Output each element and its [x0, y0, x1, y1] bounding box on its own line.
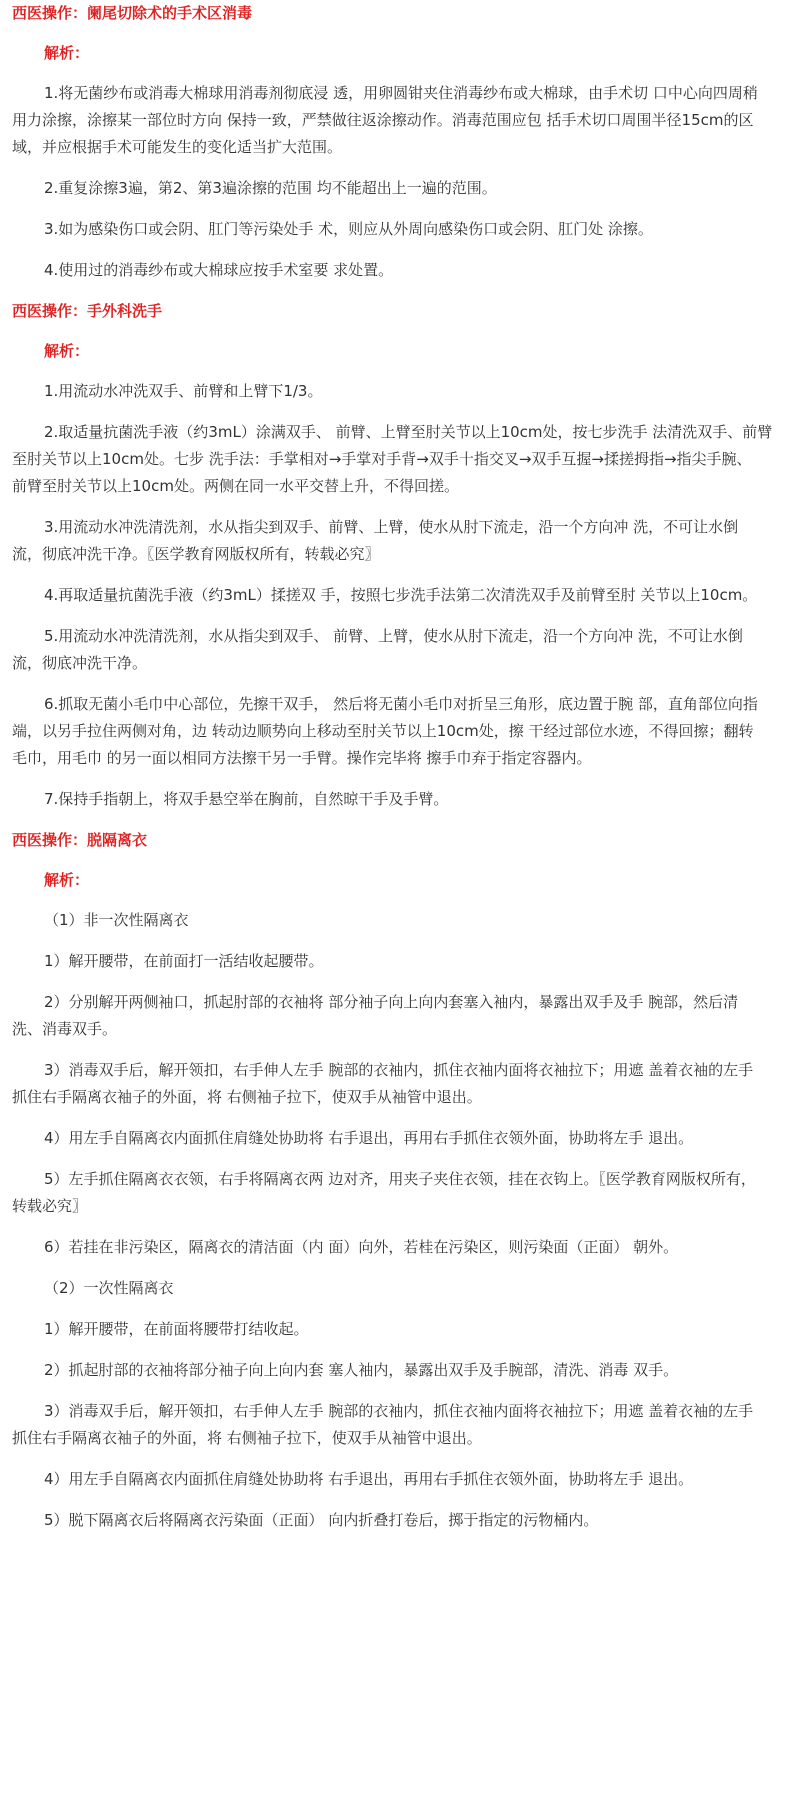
paragraph: [12, 582, 804, 609]
analysis-label: 解析：: [44, 871, 90, 889]
paragraph: [12, 989, 804, 1043]
paragraph: [12, 1125, 804, 1152]
paragraph-line: 3）消毒双手后，解开领扣，右手伸人左手 腕部的衣袖内，抓住衣袖内面将衣袖拉下；用遮 盖着衣袖的左手: [44, 1402, 754, 1420]
paragraph: [12, 1507, 804, 1534]
paragraph: [12, 175, 804, 202]
paragraph: [12, 786, 804, 813]
paragraph-line: 3）消毒双手后，解开领扣，右手伸人左手 腕部的衣袖内，抓住衣袖内面将衣袖拉下；用遮 盖着衣袖的左手: [44, 1061, 754, 1079]
paragraph-line: 3.用流动水冲洗清洗剂，水从指尖到双手、前臂、上臂，使水从肘下流走，沿一个方向冲 洗，不可让水倒: [44, 518, 739, 536]
paragraph-line: 端，以另手拉住两侧对角，边 转动边顺势向上移动至肘关节以上10cm处，擦 干经过部位水迹，不得回擦；翻转: [12, 722, 754, 740]
section: [12, 827, 804, 1534]
section-heading: 西医操作：脱隔离衣: [12, 831, 148, 849]
paragraph-line: 2.取适量抗菌洗手液（约3mL）涂满双手、 前臂、上臂至肘关节以上10cm处，按七步洗手 法清洗双手、前臂: [44, 423, 773, 441]
paragraph-line: 毛巾，用毛巾 的另一面以相同方法擦干另一手臂。操作完毕将 擦手巾弃于指定容器内。: [12, 749, 592, 767]
paragraph-line: 流，彻底冲洗干净。: [12, 654, 148, 672]
paragraph: [12, 514, 804, 568]
paragraph-line: 4）用左手自隔离衣内面抓住肩缝处协助将 右手退出，再用右手抓住衣领外面，协助将左手 退出。: [44, 1129, 694, 1147]
paragraph: [12, 80, 804, 161]
paragraph: [12, 1316, 804, 1343]
paragraph-line: 前臂至肘关节以上10cm处。两侧在同一水平交替上升，不得回搓。: [12, 477, 459, 495]
paragraph-line: （1）非一次性隔离衣: [44, 911, 189, 929]
paragraph: [12, 907, 804, 934]
paragraph-line: 5）脱下隔离衣后将隔离衣污染面（正面） 向内折叠打卷后，掷于指定的污物桶内。: [44, 1511, 599, 1529]
paragraph-line: 4.使用过的消毒纱布或大棉球应按手术室要 求处置。: [44, 261, 394, 279]
paragraph-line: 1）解开腰带，在前面打一活结收起腰带。: [44, 952, 324, 970]
analysis-label: 解析：: [44, 44, 90, 62]
paragraph-line: 用力涂擦，涂擦某一部位时方向 保持一致，严禁做往返涂擦动作。消毒范围应包 括手术切口周围半径15cm的区: [12, 111, 754, 129]
paragraph: [12, 257, 804, 284]
paragraph-line: 2）分别解开两侧袖口，抓起肘部的衣袖将 部分袖子向上向内套塞入袖内，暴露出双手及手 腕部，然后清: [44, 993, 739, 1011]
paragraph: [12, 216, 804, 243]
paragraph: [12, 691, 804, 772]
paragraph-line: 5.用流动水冲洗清洗剂，水从指尖到双手、 前臂、上臂，使水从肘下流走，沿一个方向冲 洗，不可让水倒: [44, 627, 743, 645]
paragraph: [12, 378, 804, 405]
paragraph-line: 2.重复涂擦3遍，第2、第3遍涂擦的范围 均不能超出上一遍的范围。: [44, 179, 497, 197]
article-body: [12, 0, 804, 1534]
paragraph-line: 7.保持手指朝上，将双手悬空举在胸前，自然晾干手及手臂。: [44, 790, 449, 808]
paragraph-line: 洗、消毒双手。: [12, 1020, 118, 1038]
paragraph-line: 2）抓起肘部的衣袖将部分袖子向上向内套 塞人袖内，暴露出双手及手腕部，清洗、消毒 双手。: [44, 1361, 679, 1379]
paragraph: [12, 1166, 804, 1220]
paragraph-line: 流，彻底冲洗干净。〖医学教育网版权所有，转载必究〗: [12, 545, 380, 563]
paragraph-line: 6.抓取无菌小毛巾中心部位，先擦干双手， 然后将无菌小毛巾对折呈三角形，底边置于腕 部，直角部位向指: [44, 695, 758, 713]
section: [12, 0, 804, 284]
paragraph-line: 3.如为感染伤口或会阴、肛门等污染处手 术，则应从外周向感染伤口或会阴、肛门处 涂擦。: [44, 220, 653, 238]
paragraph-line: 4.再取适量抗菌洗手液（约3mL）揉搓双 手，按照七步洗手法第二次清洗双手及前臂至肘 关节以上10cm。: [44, 586, 758, 604]
section-heading: 西医操作：阑尾切除术的手术区消毒: [12, 4, 253, 22]
paragraph: [12, 1398, 804, 1452]
paragraph-line: 1.用流动水冲洗双手、前臂和上臂下1/3。: [44, 382, 323, 400]
paragraph: [12, 1357, 804, 1384]
paragraph: [12, 948, 804, 975]
paragraph-line: 1）解开腰带，在前面将腰带打结收起。: [44, 1320, 309, 1338]
paragraph-line: 转载必究〗: [12, 1197, 88, 1215]
paragraph-line: 抓住右手隔离衣袖子的外面，将 右侧袖子拉下，使双手从袖管中退出。: [12, 1429, 482, 1447]
paragraph: [12, 1466, 804, 1493]
paragraph-line: （2）一次性隔离衣: [44, 1279, 174, 1297]
paragraph-line: 4）用左手自隔离衣内面抓住肩缝处协助将 右手退出，再用右手抓住衣领外面，协助将左手 退出。: [44, 1470, 694, 1488]
paragraph: [12, 1275, 804, 1302]
section: [12, 298, 804, 813]
paragraph: [12, 1057, 804, 1111]
paragraph-line: 6）若挂在非污染区，隔离衣的清洁面（内 面）向外，若桂在污染区，则污染面（正面） 朝外。: [44, 1238, 679, 1256]
paragraph-line: 域，并应根据手术可能发生的变化适当扩大范围。: [12, 138, 343, 156]
analysis-label: 解析：: [44, 342, 90, 360]
paragraph-line: 5）左手抓住隔离衣衣领，右手将隔离衣两 边对齐，用夹子夹住衣领，挂在衣钩上。〖医学教育网版权所有，: [44, 1170, 756, 1188]
paragraph-line: 至肘关节以上10cm处。七步 洗手法：手掌相对→手掌对手背→双手十指交叉→双手互握→揉搓拇指→指尖手腕、: [12, 450, 752, 468]
paragraph: [12, 1234, 804, 1261]
paragraph: [12, 623, 804, 677]
paragraph-line: 1.将无菌纱布或消毒大棉球用消毒剂彻底浸 透，用卵圆钳夹住消毒纱布或大棉球，由手术切 口中心向四周稍: [44, 84, 758, 102]
paragraph-line: 抓住右手隔离衣袖子的外面，将 右侧袖子拉下，使双手从袖管中退出。: [12, 1088, 482, 1106]
section-heading: 西医操作：手外科洗手: [12, 302, 163, 320]
paragraph: [12, 419, 804, 500]
